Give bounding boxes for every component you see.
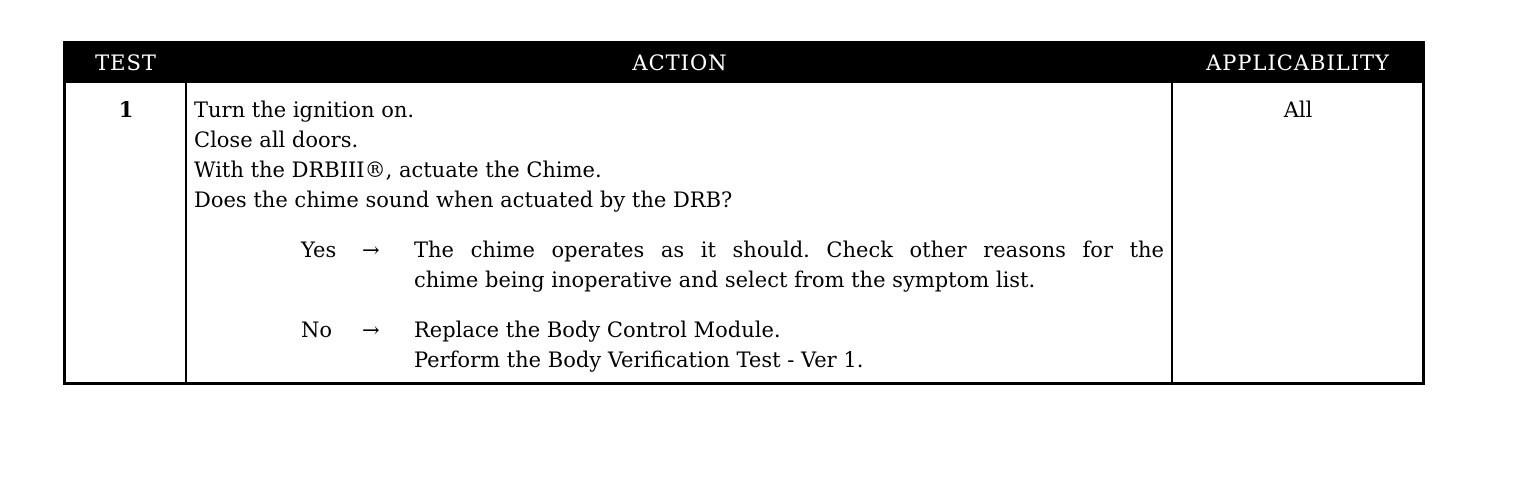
- applicability-value: All: [1283, 98, 1313, 122]
- header-test: TEST: [95, 51, 157, 75]
- answer-yes: Yes: [301, 238, 337, 262]
- result-line: Replace the Body Control Module.: [414, 318, 781, 342]
- test-number: 1: [118, 97, 134, 122]
- arrow-icon: →: [362, 318, 380, 342]
- result-line: Perform the Body Verification Test - Ver 1.: [414, 348, 864, 372]
- column-divider: [1171, 83, 1173, 382]
- outcome-yes: [194, 235, 1164, 295]
- header-applicability: APPLICABILITY: [1206, 51, 1390, 75]
- action-question: Does the chime sound when actuated by the DRB?: [194, 188, 733, 212]
- action-cell: [194, 95, 1164, 375]
- table-header-row: [66, 44, 1422, 83]
- result-line: chime being inoperative and select from the symptom list.: [414, 268, 1036, 292]
- answer-no: No: [301, 318, 333, 342]
- action-step: With the DRBIII®, actuate the Chime.: [194, 158, 602, 182]
- outcome-result: [414, 315, 1164, 375]
- header-action: ACTION: [632, 51, 728, 75]
- action-step: Close all doors.: [194, 128, 359, 152]
- diagnostic-test-table: [63, 41, 1425, 385]
- action-step: Turn the ignition on.: [194, 98, 415, 122]
- column-divider: [185, 83, 187, 382]
- outcome-result: [414, 235, 1164, 295]
- outcome-no: [194, 315, 1164, 375]
- result-line: The chime operates as it should. Check other reasons for the: [414, 238, 1164, 262]
- arrow-icon: →: [362, 238, 380, 262]
- table-row: [66, 83, 1422, 382]
